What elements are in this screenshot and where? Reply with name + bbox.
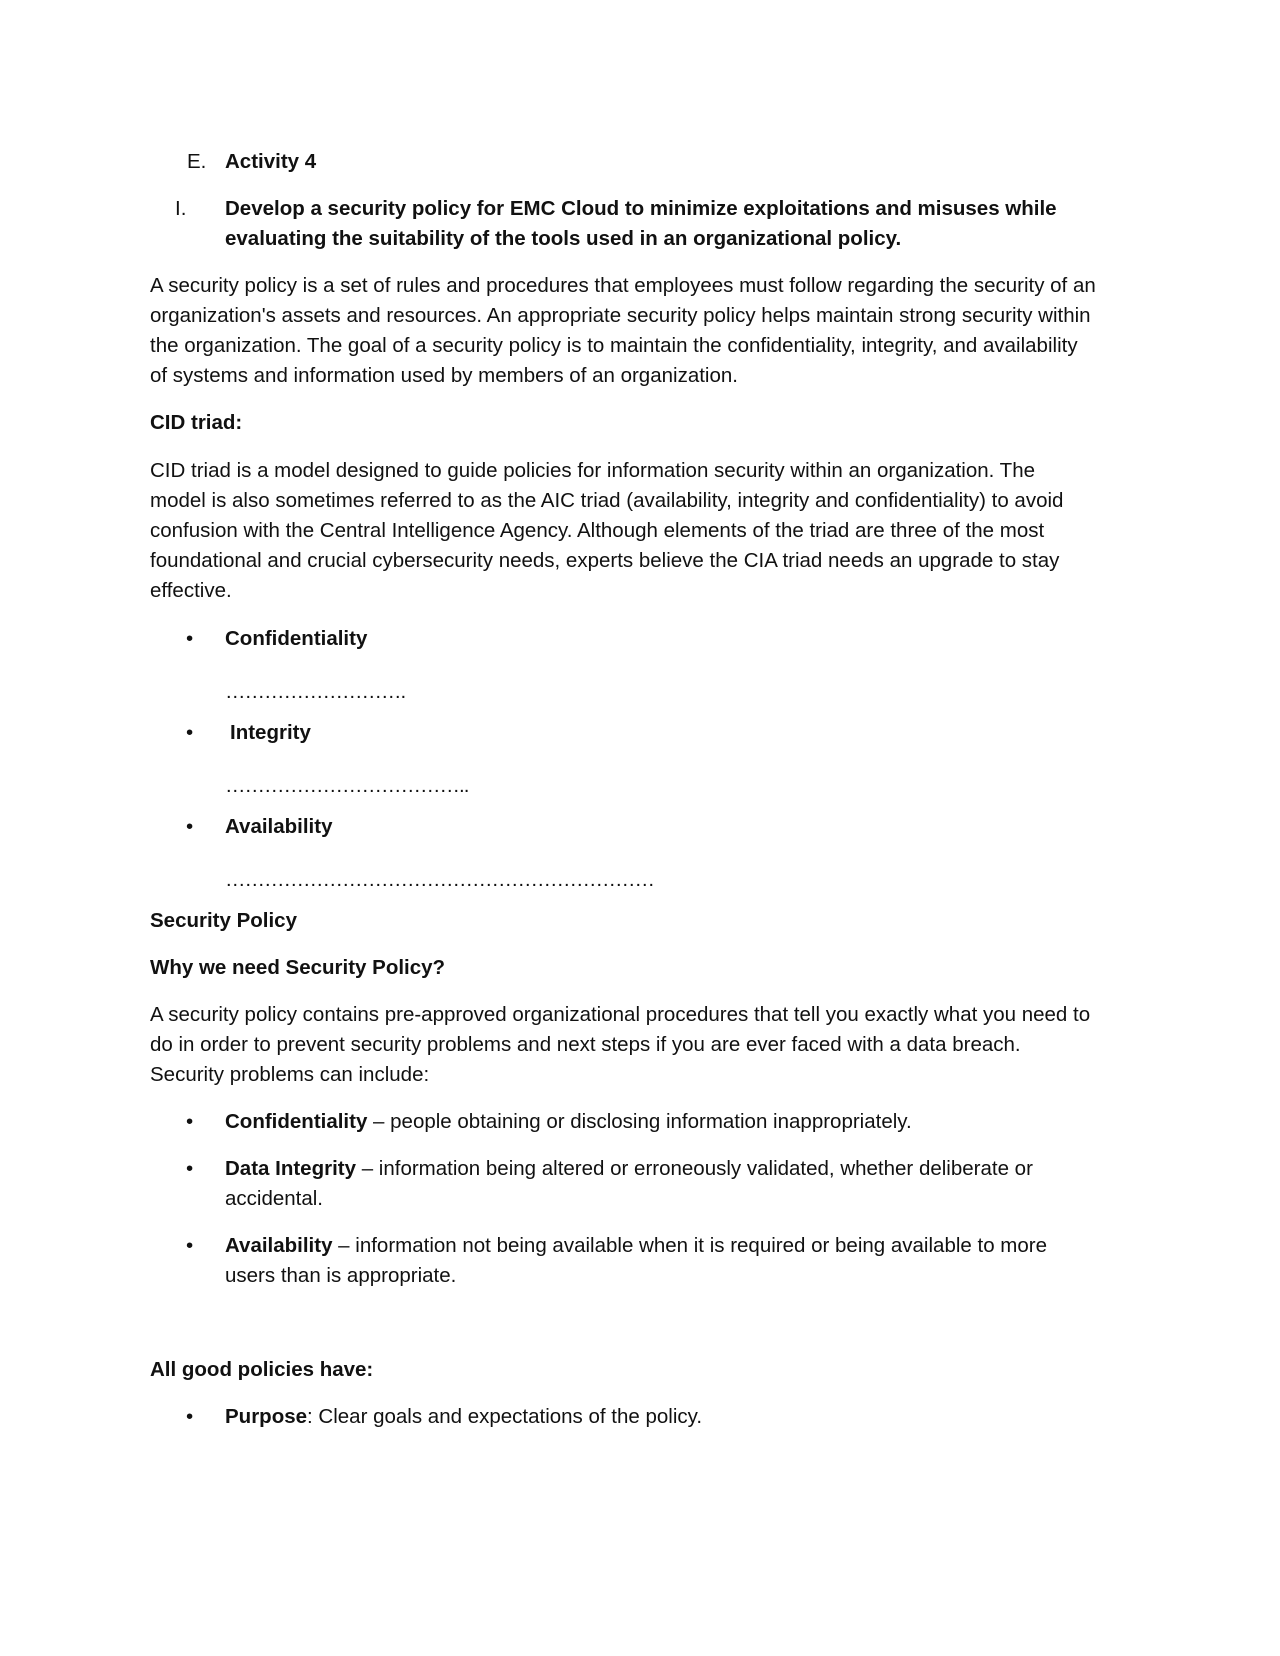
cid-line: effective. [150,579,232,602]
bullet-icon: • [186,721,194,744]
problem-item [225,1154,1125,1185]
intro-line: the organization. The goal of a security policy is to maintain the confidentiality, integrity, and availability [150,334,1078,357]
intro-line: organization's assets and resources. An appropriate security policy helps maintain strong security within [150,304,1091,327]
problem-term: Confidentiality [225,1110,368,1133]
good-policy-term: Purpose [225,1405,308,1428]
activity-title: Activity 4 [225,150,317,173]
bullet-icon: • [186,1157,194,1180]
section-subheading: Why we need Security Policy? [150,956,446,979]
cid-bullet-label: Confidentiality [225,627,368,650]
problem-text: – people obtaining or disclosing information inappropriately. [367,1110,912,1133]
problem-item [225,1231,1125,1262]
bullet-icon: • [186,627,194,650]
good-policies-heading: All good policies have: [150,1358,374,1381]
policy-line: Security problems can include: [150,1063,430,1086]
bullet-icon: • [186,1234,194,1257]
cid-heading: CID triad: [150,411,243,434]
bullet-icon: • [186,1110,194,1133]
policy-line: A security policy contains pre-approved organizational procedures that tell you exactly what you need to [150,1003,1091,1026]
cid-bullet-label: Integrity [230,721,311,744]
problem-term: Availability [225,1234,333,1257]
cid-line: CID triad is a model designed to guide policies for information security within an organization. The [150,459,1036,482]
policy-line: do in order to prevent security problems and next steps if you are ever faced with a data breach. [150,1033,1021,1056]
bullet-icon: • [186,815,194,838]
good-policy-text: : Clear goals and expectations of the policy. [307,1405,703,1428]
placeholder-dots: ………………………………………………………… [225,868,654,891]
problem-item [225,1107,1125,1138]
section-heading: Security Policy [150,909,297,932]
cid-line: model is also sometimes referred to as the AIC triad (availability, integrity and confidentiality) to avoid [150,489,1064,512]
placeholder-dots: ………………………. [225,680,406,703]
cid-line: confusion with the Central Intelligence Agency. Although elements of the triad are three of the most [150,519,1045,542]
problem-continuation: users than is appropriate. [225,1264,457,1287]
list-marker: E. [187,150,207,173]
task-line: evaluating the suitability of the tools used in an organizational policy. [225,227,902,250]
problem-term: Data Integrity [225,1157,356,1180]
placeholder-dots: ……………………………….. [225,774,469,797]
list-marker: I. [175,197,187,220]
problem-continuation: accidental. [225,1187,324,1210]
bullet-icon: • [186,1405,194,1428]
task-line: Develop a security policy for EMC Cloud to minimize exploitations and misuses while [225,197,1057,220]
problem-text: – information being altered or erroneously validated, whether deliberate or [356,1157,1033,1180]
intro-line: A security policy is a set of rules and procedures that employees must follow regarding the security of an [150,274,1096,297]
cid-line: foundational and crucial cybersecurity needs, experts believe the CIA triad needs an upgrade to stay [150,549,1060,572]
good-policy-item [225,1402,1125,1433]
problem-text: – information not being available when it is required or being available to more [332,1234,1047,1257]
cid-bullet-label: Availability [225,815,333,838]
intro-line: of systems and information used by members of an organization. [150,364,738,387]
